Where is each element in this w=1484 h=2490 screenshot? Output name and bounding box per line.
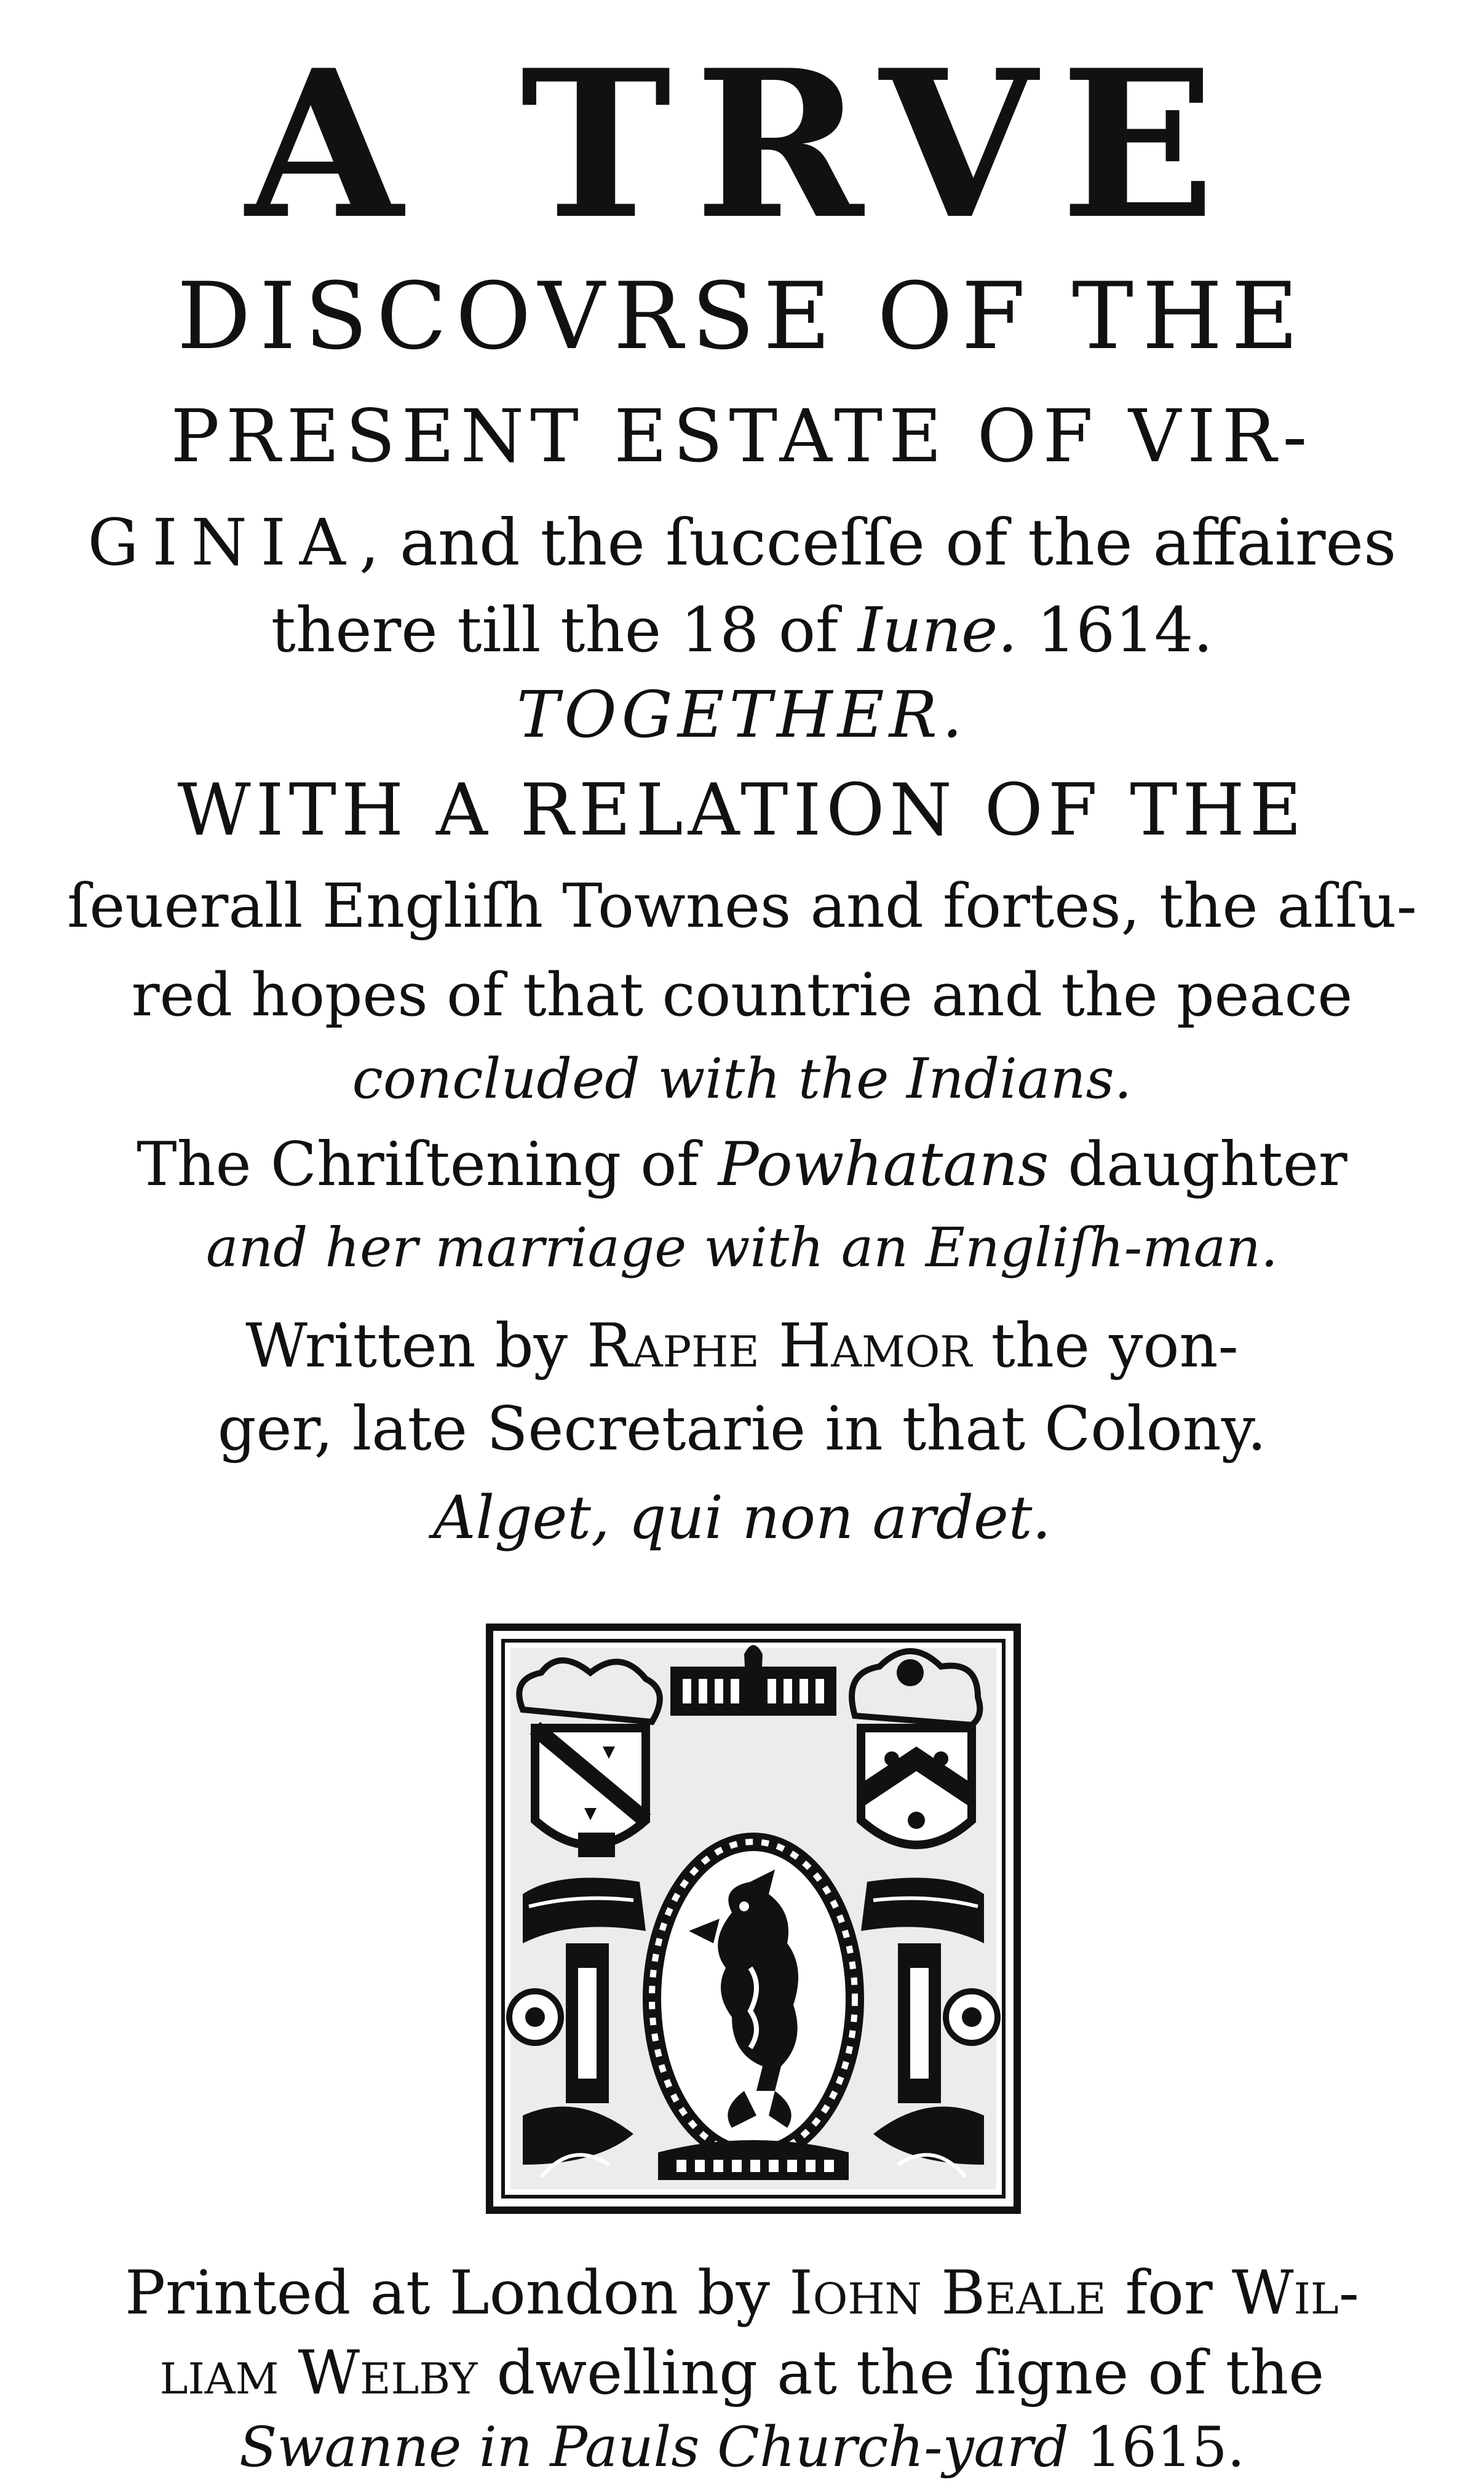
title-line-there xyxy=(0,594,1484,666)
christ-part2: daughter xyxy=(1049,1130,1347,1200)
title-line-concluded: concluded with the Indians. xyxy=(352,1047,1132,1111)
title-line-with-relation: WITH A RELATION OF THE xyxy=(177,769,1307,852)
there-part1: there till the 18 of xyxy=(271,594,858,666)
june-word: Iune. xyxy=(857,594,1018,666)
ginia-caps: GINIA xyxy=(87,505,359,580)
title-line-christening xyxy=(0,1130,1484,1200)
author-title-line: ger, late Secretarie in that Colony. xyxy=(217,1394,1267,1464)
written-part1: Written by xyxy=(245,1311,587,1381)
publisher-name-start: Wil- xyxy=(1231,2258,1359,2328)
written-part2: the yon- xyxy=(972,1311,1239,1381)
author-name: Raphe Hamor xyxy=(587,1311,972,1381)
imprint-line2-rest: dwelling at the ſigne of the xyxy=(477,2338,1325,2408)
ginia-rest: , and the ſucceſſe of the affaires xyxy=(359,505,1397,580)
there-year: 1614. xyxy=(1017,594,1213,666)
powhatans-word: Powhatans xyxy=(718,1130,1049,1200)
imprint-year: 1615. xyxy=(1068,2415,1245,2480)
main-title: A TRVE xyxy=(245,25,1239,264)
imprint-line-1 xyxy=(0,2258,1484,2328)
printer-name: Iohn Beale xyxy=(789,2258,1106,2328)
imprint-part2: for xyxy=(1106,2258,1232,2328)
printers-device-icon xyxy=(486,1624,1021,2214)
imprint-location: Swanne in Pauls Church-yard xyxy=(239,2415,1069,2480)
motto: Alget, qui non ardet. xyxy=(433,1483,1051,1552)
imprint-line-3 xyxy=(0,2415,1484,2480)
author-line xyxy=(0,1311,1484,1381)
title-line-present: PRESENT ESTATE OF VIR- xyxy=(170,394,1314,478)
title-line-ginia xyxy=(0,505,1484,580)
title-line-discourse: DISCOVRSE OF THE xyxy=(177,263,1307,370)
together-heading: TOGETHER. xyxy=(517,677,967,752)
title-line-seuerall: ſeuerall Engliſh Townes and fortes, the aſſu- xyxy=(67,871,1417,942)
imprint-part1: Printed at London by xyxy=(125,2258,790,2328)
title-line-red-hopes: red hopes of that countrie and the peace xyxy=(131,961,1353,1029)
imprint-line-2 xyxy=(0,2338,1484,2408)
publisher-name-end: liam Welby xyxy=(159,2338,478,2408)
title-line-marriage: and her marriage with an Engliſh-man. xyxy=(206,1216,1278,1279)
christ-part1: The Chriſtening of xyxy=(137,1130,718,1200)
